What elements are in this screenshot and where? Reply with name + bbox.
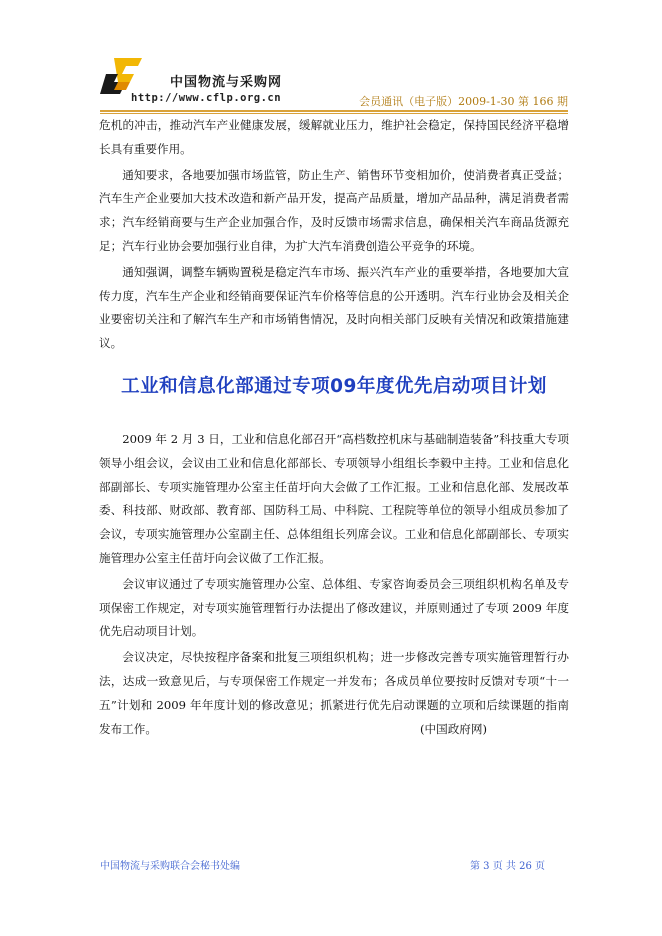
page-content [99, 114, 569, 741]
article2-paragraph-2: 会议审议通过了专项实施管理办公室、总体组、专家咨询委员会三项组织机构名单及专项保密工作规定，对专项实施管理暂行办法提出了修改建议，并原则通过了专项 2009 年度优先启动项目计划。 [99, 576, 569, 639]
article1-paragraph-2: 通知强调，调整车辆购置税是稳定汽车市场、振兴汽车产业的重要举措，各地要加大宣传力度，汽车生产企业和经销商要保证汽车价格等信息的公开透明。汽车行业协会及相关企业要密切关注和了解汽车生产和市场销售情况，及时向相关部门反映有关情况和政策措施建议。 [99, 264, 569, 351]
brand-title: 中国物流与采购网 [170, 75, 283, 90]
brand-url[interactable]: http://www.cflp.org.cn [131, 92, 282, 104]
footer-page-number: 第 3 页 共 26 页 [470, 861, 545, 872]
article1-paragraph-1: 通知要求，各地要加强市场监管，防止生产、销售环节变相加价，使消费者真正受益；汽车生产企业要加大技术改造和新产品开发，提高产品质量，增加产品品种，满足消费者需求；汽车经销商要与生产企业加强合作，及时反馈市场需求信息，确保相关汽车商品货源充足；汽车行业协会要加强行业自律，为扩大汽车消费创造公平竞争的环境。 [99, 167, 569, 253]
footer-publisher: 中国物流与采购联合会秘书处编 [100, 861, 240, 872]
article2-paragraph-3: 会议决定，尽快按程序备案和批复三项组织机构；进一步修改完善专项实施管理暂行办法，达成一致意见后，与专项保密工作规定一并发布；各成员单位要按时反馈对专项“十一五”计划和 2009 年年度计划的修改意见；抓紧进行优先启动课题的立项和后续课题的指南发布工作。 (中国政府网) [99, 646, 569, 741]
header-divider [100, 110, 568, 112]
article2-paragraph-1: 2009 年 2 月 3 日，工业和信息化部召开“高档数控机床与基础制造装备”科技重大专项领导小组会议，会议由工业和信息化部部长、专项领导小组组长李毅中主持。工业和信息化部副部长、专项实施管理办公室主任苗圩向大会做了工作汇报。工业和信息化部、发展改革委、科技部、财政部、教育部、国防科工局、中科院、工程院等单位的领导小组成员参加了会议，专项实施管理办公室副主任、总体组组长列席会议。工业和信息化部副部长、专项实施管理办公室主任苗圩向会议做了工作汇报。 [99, 431, 569, 565]
article2-source: (中国政府网) [419, 721, 487, 736]
article2-title: 工业和信息化部通过专项09年度优先启动项目计划 [121, 375, 547, 397]
issue-info: 会员通讯（电子版）2009-1-30 第 166 期 [359, 95, 568, 108]
article1-paragraph-0: 危机的冲击，推动汽车产业健康发展，缓解就业压力，维护社会稳定，保持国民经济平稳增长具有重要作用。 [99, 118, 569, 156]
page-header [98, 44, 568, 110]
